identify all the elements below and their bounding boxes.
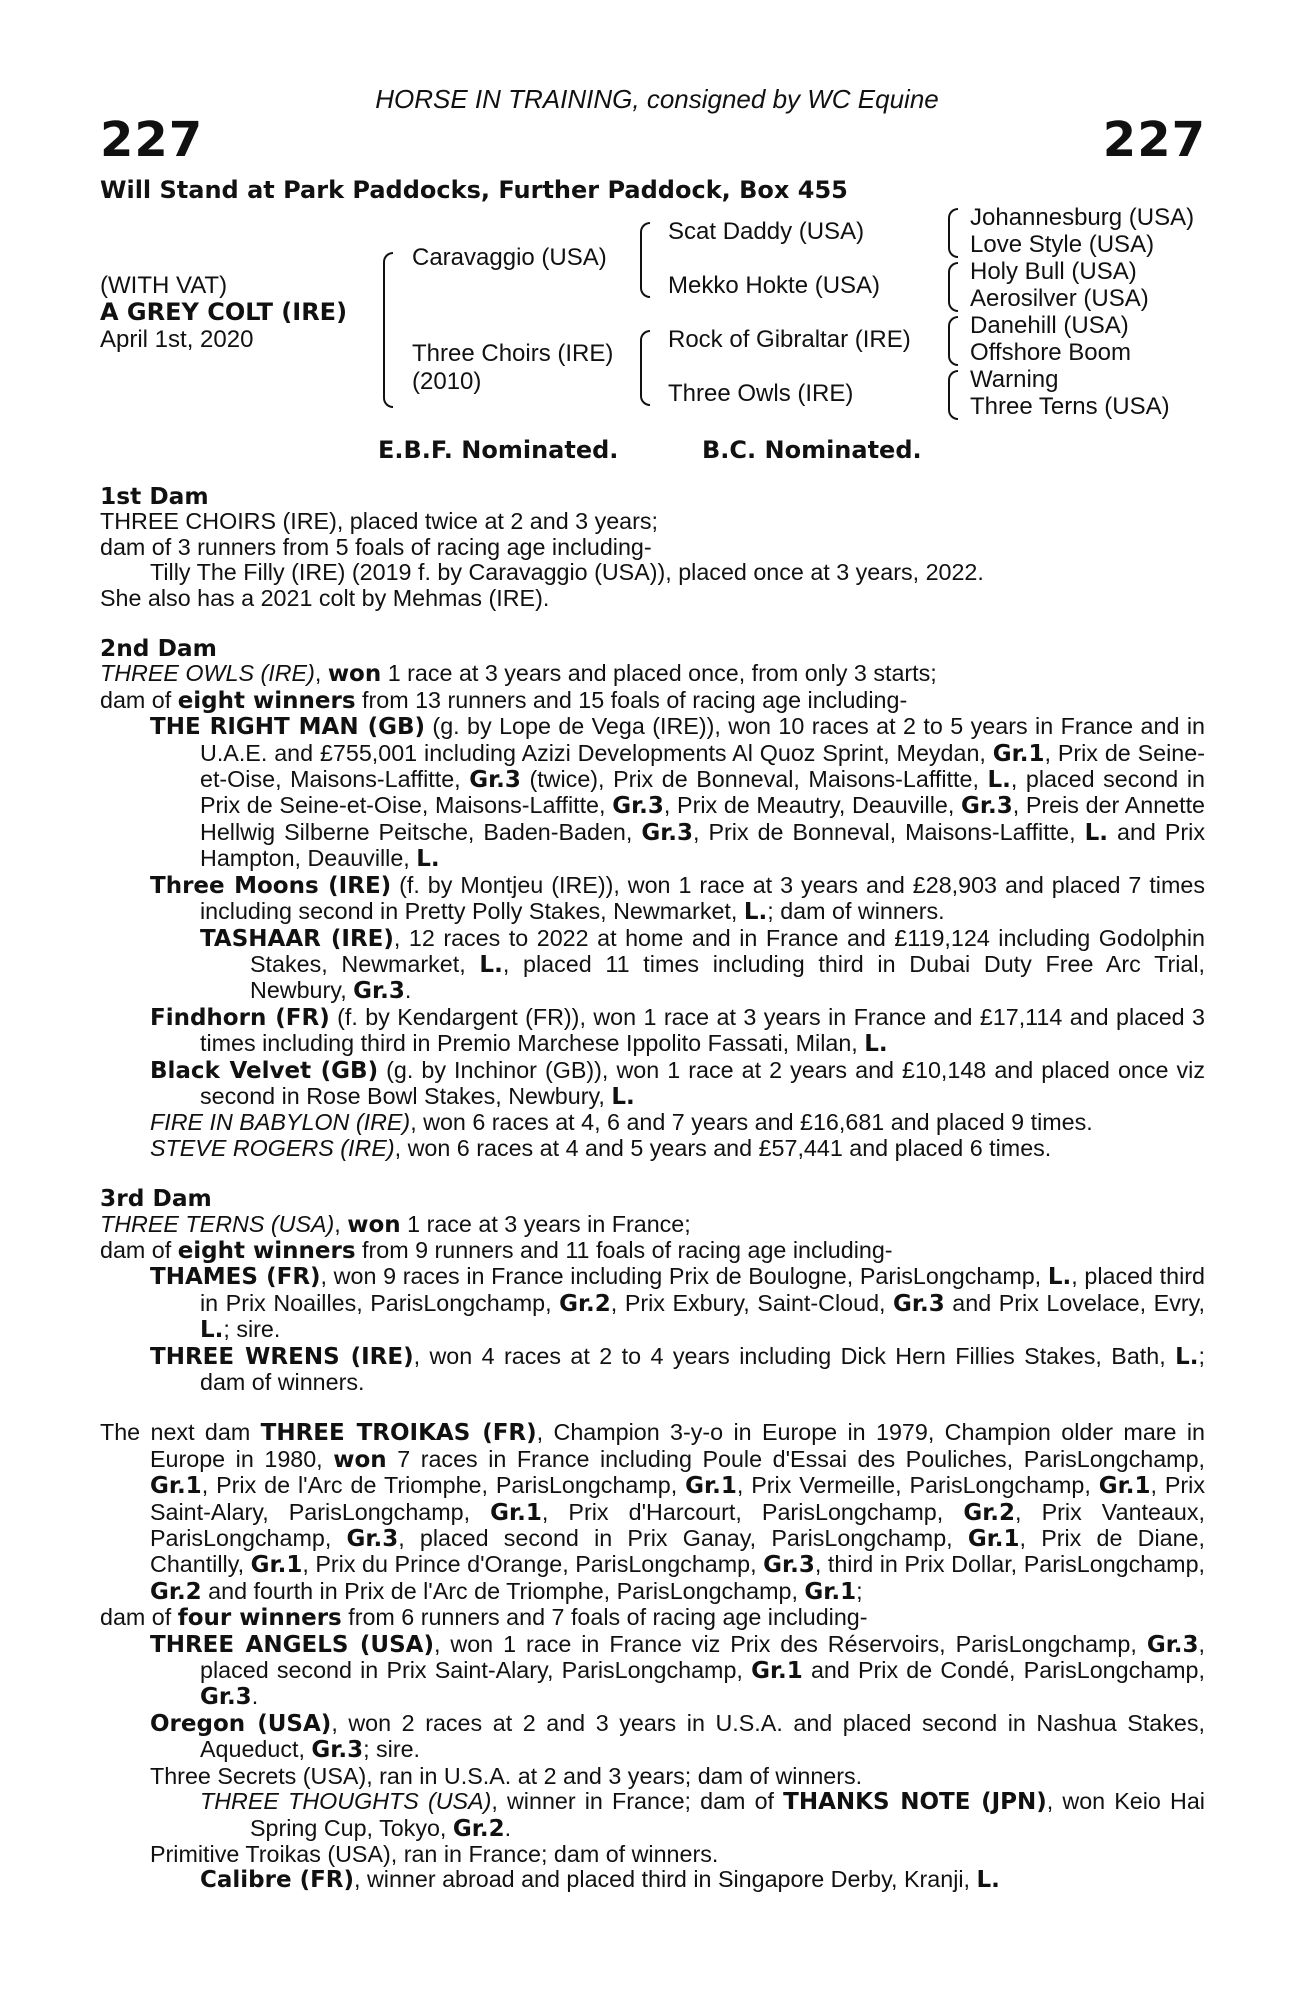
- pedigree-dam-dam: Three Owls (IRE): [668, 380, 854, 407]
- catalogue-header: HORSE IN TRAINING, consigned by WC Equine: [375, 84, 939, 114]
- pedigree-ggp: Warning: [970, 366, 1059, 393]
- horse-name: THREE TROIKAS (FR): [260, 1420, 537, 1447]
- first-dam-line: dam of 3 runners from 5 foals of racing age including-: [100, 533, 652, 560]
- produce-entry: Calibre (FR), winner abroad and placed third in Singapore Derby, Kranji, L.: [200, 1866, 1000, 1894]
- pedigree-ggp: Love Style (USA): [970, 231, 1155, 258]
- pedigree-sire: Caravaggio (USA): [412, 244, 607, 271]
- pedigree-dam: Three Choirs (IRE): [412, 340, 614, 367]
- produce-entry: TASHAAR (IRE), 12 races to 2022 at home and in France and £119,124 including Godolphin Stakes, Newmarket, L., placed 11 times including third in Dubai Duty Free Arc Trial, Newbury, Gr.3.: [200, 924, 1205, 1005]
- horse-name: THE RIGHT MAN (GB): [150, 714, 425, 741]
- vat-note: (WITH VAT): [100, 272, 228, 299]
- produce-entry: Three Secrets (USA), ran in U.S.A. at 2 and 3 years; dam of winners.: [150, 1762, 863, 1789]
- produce-entry: Primitive Troikas (USA), ran in France; dam of winners.: [150, 1840, 719, 1867]
- pedigree-ggp: Johannesburg (USA): [970, 204, 1195, 231]
- next-dam-intro: The next dam THREE TROIKAS (FR), Champion 3-y-o in Europe in 1979, Champion older mare in Europe in 1980, won 7 races in France including Poule d'Essai des Pouliches, ParisLongchamp, Gr.1, Prix de l'Arc de Triomphe, ParisLongchamp, Gr.1, Prix Vermeille, ParisLongchamp, Gr.1, Prix Saint-Alary, ParisLongchamp, Gr.1, Prix d'Harcourt, ParisLongchamp, Gr.2, Prix Vanteaux, ParisLongchamp, Gr.3, placed second in Prix Ganay, ParisLongchamp, Gr.1, Prix de Diane, Chantilly, Gr.1, Prix du Prince d'Orange, ParisLongchamp, Gr.3, third in Prix Dollar, ParisLongchamp, Gr.2 and fourth in Prix de l'Arc de Triomphe, ParisLongchamp, Gr.1;: [100, 1419, 1206, 1605]
- lot-number-left: 227: [100, 112, 204, 168]
- next-dam-produce-line: dam of four winners from 6 runners and 7 foals of racing age including-: [100, 1604, 868, 1632]
- pedigree-ggp: Holy Bull (USA): [970, 258, 1137, 285]
- horse-name: STEVE ROGERS (IRE): [150, 1134, 395, 1161]
- horse-name: Findhorn (FR): [150, 1004, 330, 1031]
- produce-entry: Oregon (USA), won 2 races at 2 and 3 years in U.S.A. and placed second in Nashua Stakes, Aqueduct, Gr.3; sire.: [150, 1709, 1205, 1764]
- third-dam-intro: THREE TERNS (USA), won 1 race at 3 years in France;: [100, 1210, 691, 1238]
- lot-number-right: 227: [1102, 112, 1206, 168]
- horse-name: TASHAAR (IRE): [200, 925, 394, 952]
- pedigree-brace: [948, 316, 958, 366]
- ebf-nomination: E.B.F. Nominated.: [378, 436, 619, 464]
- horse-name: THREE THOUGHTS (USA): [200, 1788, 492, 1815]
- pedigree-ggp: Three Terns (USA): [970, 393, 1170, 420]
- lot-name: A GREY COLT (IRE): [100, 298, 348, 326]
- second-dam-intro: THREE OWLS (IRE), won 1 race at 3 years and placed once, from only 3 starts;: [100, 660, 937, 688]
- pedigree-sire-sire: Scat Daddy (USA): [668, 218, 865, 245]
- pedigree-brace: [640, 330, 650, 406]
- first-dam-produce: Tilly The Filly (IRE) (2019 f. by Caravaggio (USA)), placed once at 3 years, 2022.: [150, 559, 984, 586]
- pedigree-brace: [640, 222, 650, 298]
- pedigree-dam-year: (2010): [412, 368, 482, 395]
- pedigree-dam-sire: Rock of Gibraltar (IRE): [668, 326, 911, 353]
- horse-name: Calibre (FR): [200, 1867, 355, 1894]
- stand-location: Will Stand at Park Paddocks, Further Paddock, Box 455: [100, 176, 848, 204]
- horse-name: THREE WRENS (IRE): [150, 1343, 414, 1370]
- produce-entry: THREE ANGELS (USA), won 1 race in France viz Prix des Réservoirs, ParisLongchamp, Gr.3, placed second in Prix Saint-Alary, ParisLongchamp, Gr.1 and Prix de Condé, ParisLongchamp, Gr.3.: [150, 1630, 1205, 1711]
- produce-entry: THE RIGHT MAN (GB) (g. by Lope de Vega (IRE)), won 10 races at 2 to 5 years in France and in U.A.E. and £755,001 including Azizi Developments Al Quoz Sprint, Meydan, Gr.1, Prix de Seine-et-Oise, Maisons-Laffitte, Gr.3 (twice), Prix de Bonneval, Maisons-Laffitte, L., placed second in Prix de Seine-et-Oise, Maisons-Laffitte, Gr.3, Prix de Meautry, Deauville, Gr.3, Preis der Annette Hellwig Silberne Peitsche, Baden-Baden, Gr.3, Prix de Bonneval, Maisons-Laffitte, L. and Prix Hampton, Deauville, L.: [150, 713, 1206, 873]
- pedigree-brace: [383, 252, 393, 408]
- produce-entry: THREE WRENS (IRE), won 4 races at 2 to 4 years including Dick Hern Fillies Stakes, Bath, L.; dam of winners.: [150, 1342, 1205, 1395]
- horse-name: FIRE IN BABYLON (IRE): [150, 1109, 411, 1136]
- pedigree-brace: [948, 262, 958, 312]
- horse-name: Three Moons (IRE): [150, 872, 392, 899]
- bc-nomination: B.C. Nominated.: [702, 436, 922, 464]
- second-dam-produce-line: dam of eight winners from 13 runners and 15 foals of racing age including-: [100, 686, 908, 714]
- second-dam-heading: 2nd Dam: [100, 635, 217, 663]
- horse-name: THREE TERNS (USA): [100, 1210, 335, 1237]
- produce-entry: Findhorn (FR) (f. by Kendargent (FR)), won 1 race at 3 years in France and £17,114 and placed 3 times including third in Premio Marchese Ippolito Fassati, Milan, L.: [150, 1003, 1206, 1058]
- pedigree-ggp: Aerosilver (USA): [970, 285, 1149, 312]
- produce-entry: Black Velvet (GB) (g. by Inchinor (GB)), won 1 race at 2 years and £10,148 and placed once viz second in Rose Bowl Stakes, Newbury, L.: [150, 1056, 1205, 1110]
- pedigree-ggp: Danehill (USA): [970, 312, 1129, 339]
- produce-entry: FIRE IN BABYLON (IRE), won 6 races at 4, 6 and 7 years and £16,681 and placed 9 times.: [150, 1109, 1093, 1136]
- produce-entry: Three Moons (IRE) (f. by Montjeu (IRE)), won 1 race at 3 years and £28,903 and placed 7 times including second in Pretty Polly Stakes, Newmarket, L.; dam of winners.: [150, 871, 1205, 926]
- catalogue-body: [100, 484, 1205, 1894]
- horse-name: Oregon (USA): [150, 1710, 332, 1737]
- pedigree-sire-dam: Mekko Hokte (USA): [668, 272, 881, 299]
- produce-entry: THAMES (FR), won 9 races in France including Prix de Boulogne, ParisLongchamp, L., placed third in Prix Noailles, ParisLongchamp, Gr.2, Prix Exbury, Saint-Cloud, Gr.3 and Prix Lovelace, Evry, L.; sire.: [150, 1263, 1205, 1344]
- first-dam-line: She also has a 2021 colt by Mehmas (IRE).: [100, 584, 550, 611]
- foaling-date: April 1st, 2020: [100, 326, 254, 353]
- produce-entry: STEVE ROGERS (IRE), won 6 races at 4 and 5 years and £57,441 and placed 6 times.: [150, 1134, 1052, 1161]
- first-dam-heading: 1st Dam: [100, 483, 209, 510]
- first-dam-line: THREE CHOIRS (IRE), placed twice at 2 and 3 years;: [100, 508, 659, 535]
- horse-name: THREE ANGELS (USA): [150, 1631, 434, 1658]
- horse-name: THREE OWLS (IRE): [100, 660, 315, 687]
- third-dam-produce-line: dam of eight winners from 9 runners and 11 foals of racing age including-: [100, 1236, 893, 1264]
- third-dam-heading: 3rd Dam: [100, 1185, 212, 1213]
- pedigree-brace: [948, 208, 958, 258]
- horse-name: THAMES (FR): [150, 1264, 321, 1291]
- produce-entry: THREE THOUGHTS (USA), winner in France; dam of THANKS NOTE (JPN), won Keio Hai Spring Cup, Tokyo, Gr.2.: [200, 1788, 1205, 1842]
- pedigree-ggp: Offshore Boom: [970, 339, 1131, 366]
- pedigree-brace: [948, 370, 958, 420]
- horse-name: Black Velvet (GB): [150, 1057, 379, 1084]
